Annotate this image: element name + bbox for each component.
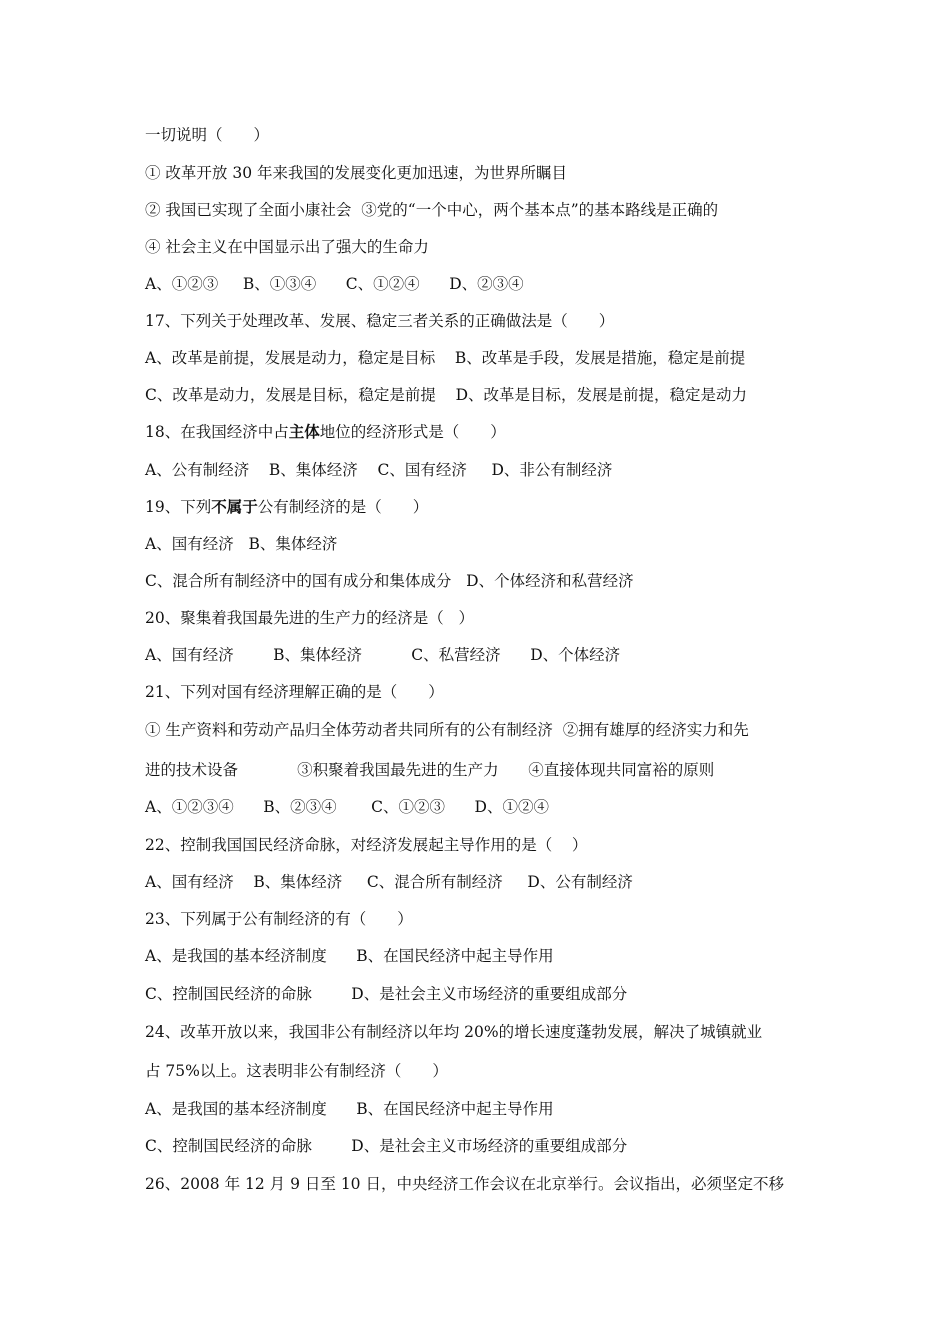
text-line — [145, 984, 825, 1004]
line-text: A、①②③④ B、②③④ C、①②③ D、①②④ — [145, 798, 549, 816]
line-text: A、国有经济 B、集体经济 — [145, 535, 338, 553]
text-line — [145, 682, 825, 702]
text-line — [145, 835, 825, 855]
line-text: A、改革是前提，发展是动力，稳定是目标 B、改革是手段，发展是措施，稳定是前提 — [145, 349, 746, 367]
text-line — [145, 200, 825, 220]
text-line — [145, 237, 825, 257]
line-text: 地位的经济形式是（ ） — [319, 423, 506, 441]
line-text: C、控制国民经济的命脉 D、是社会主义市场经济的重要组成部分 — [145, 985, 628, 1003]
line-text: 进的技术设备 ③积聚着我国最先进的生产力 ④直接体现共同富裕的原则 — [145, 761, 715, 779]
line-text: 26、2008 年 12 月 9 日至 10 日，中央经济工作会议在北京举行。会议指出，必须坚定不移 — [145, 1175, 784, 1193]
line-text: 一切说明（ ） — [145, 126, 270, 144]
emphasis-text: 主体 — [288, 422, 320, 441]
line-text: ② 我国已实现了全面小康社会 ③党的“一个中心，两个基本点”的基本路线是正确的 — [145, 201, 719, 219]
text-line — [145, 720, 825, 740]
line-text: A、国有经济 B、集体经济 C、私营经济 D、个体经济 — [145, 646, 621, 664]
line-text: C、混合所有制经济中的国有成分和集体成分 D、个体经济和私营经济 — [145, 572, 634, 590]
line-text: 23、下列属于公有制经济的有（ ） — [145, 910, 413, 928]
text-line — [145, 909, 825, 929]
text-line — [145, 534, 825, 554]
text-line — [145, 311, 825, 331]
line-text: A、公有制经济 B、集体经济 C、国有经济 D、非公有制经济 — [145, 461, 613, 479]
text-line — [145, 460, 825, 480]
text-line — [145, 1174, 825, 1194]
line-text: 18、在我国经济中占 — [145, 423, 289, 441]
line-text: 21、下列对国有经济理解正确的是（ ） — [145, 683, 444, 701]
text-line — [145, 348, 825, 368]
line-text: 公有制经济的是（ ） — [257, 498, 429, 516]
line-text: 19、下列 — [145, 498, 212, 516]
text-line — [145, 1099, 825, 1119]
line-text: A、是我国的基本经济制度 B、在国民经济中起主导作用 — [145, 947, 554, 965]
text-line — [145, 163, 825, 183]
text-line — [145, 571, 825, 591]
text-line — [145, 872, 825, 892]
text-line — [145, 497, 825, 517]
text-line — [145, 422, 825, 442]
line-text: 占 75%以上。这表明非公有制经济（ ） — [145, 1062, 448, 1080]
line-text: C、改革是动力，发展是目标，稳定是前提 D、改革是目标，发展是前提，稳定是动力 — [145, 386, 747, 404]
text-line — [145, 760, 825, 780]
line-text: 24、改革开放以来，我国非公有制经济以年均 20%的增长速度蓬勃发展，解决了城镇就业 — [145, 1023, 763, 1041]
line-text: 17、下列关于处理改革、发展、稳定三者关系的正确做法是（ ） — [145, 312, 615, 330]
line-text: 20、聚集着我国最先进的生产力的经济是（ ） — [145, 609, 475, 627]
line-text: 22、控制我国国民经济命脉，对经济发展起主导作用的是（ ） — [145, 836, 588, 854]
line-text: ④ 社会主义在中国显示出了强大的生命力 — [145, 238, 429, 256]
text-line — [145, 608, 825, 628]
text-line — [145, 385, 825, 405]
text-line — [145, 645, 825, 665]
line-text: A、①②③ B、①③④ C、①②④ D、②③④ — [145, 275, 524, 293]
emphasis-text: 不属于 — [211, 497, 258, 516]
line-text: ① 生产资料和劳动产品归全体劳动者共同所有的公有制经济 ②拥有雄厚的经济实力和先 — [145, 721, 749, 739]
text-line — [145, 1061, 825, 1081]
text-line — [145, 946, 825, 966]
line-text: ① 改革开放 30 年来我国的发展变化更加迅速，为世界所瞩目 — [145, 164, 568, 182]
line-text: A、是我国的基本经济制度 B、在国民经济中起主导作用 — [145, 1100, 554, 1118]
text-line — [145, 797, 825, 817]
text-line — [145, 1022, 825, 1042]
text-line — [145, 125, 825, 145]
text-line — [145, 1136, 825, 1156]
line-text: A、国有经济 B、集体经济 C、混合所有制经济 D、公有制经济 — [145, 873, 633, 891]
text-line — [145, 274, 825, 294]
line-text: C、控制国民经济的命脉 D、是社会主义市场经济的重要组成部分 — [145, 1137, 628, 1155]
